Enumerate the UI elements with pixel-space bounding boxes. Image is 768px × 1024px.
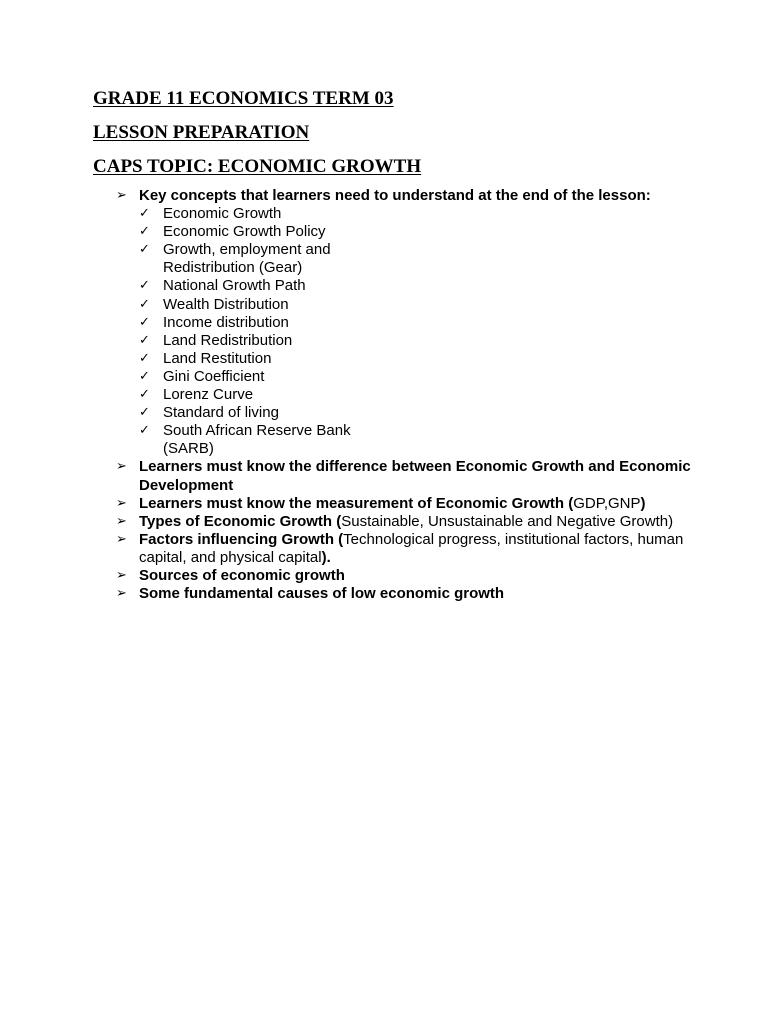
concept-item	[139, 332, 373, 350]
document-subtitle: LESSON PREPARATION	[93, 122, 310, 143]
causes-text: Some fundamental causes of low economic growth	[139, 585, 505, 603]
factors-detail: Technological progress, institutional factors, human capital, and physical capital	[139, 530, 684, 566]
types-detail: Sustainable, Unsustainable and Negative Growth)	[341, 512, 674, 530]
arrowhead-bullet-icon: ➢	[116, 495, 127, 511]
concept-item	[139, 314, 373, 332]
list-item-factors	[116, 531, 696, 567]
concept-item	[139, 241, 373, 277]
arrowhead-bullet-icon: ➢	[116, 586, 127, 602]
concept-label: Economic Growth	[163, 205, 282, 223]
checkmark-icon: ✓	[139, 314, 150, 330]
arrowhead-bullet-icon: ➢	[116, 531, 127, 547]
key-concepts-intro: Key concepts that learners need to understand at the end of the lesson:	[139, 187, 651, 204]
list-item-causes	[116, 585, 696, 603]
checkmark-icon: ✓	[139, 368, 150, 384]
checkmark-icon: ✓	[139, 350, 150, 366]
concept-label: Growth, employment and Redistribution (Gear)	[163, 241, 331, 277]
lesson-content	[116, 187, 696, 603]
list-item-measurement	[116, 495, 696, 513]
list-item-sources	[116, 567, 696, 585]
concept-label: Wealth Distribution	[163, 295, 289, 313]
types-text: Types of Economic Growth (	[139, 512, 342, 530]
concept-label: South African Reserve Bank (SARB)	[163, 422, 351, 458]
checkmark-icon: ✓	[139, 278, 150, 294]
checkmark-icon: ✓	[139, 206, 150, 222]
concept-item	[139, 404, 373, 422]
list-item-types	[116, 513, 696, 531]
factors-text: Factors influencing Growth (	[139, 530, 344, 548]
arrowhead-bullet-icon: ➢	[116, 513, 127, 529]
concept-item	[139, 277, 373, 295]
checkmark-icon: ✓	[139, 296, 150, 312]
factors-close: ).	[321, 548, 331, 566]
concept-label: National Growth Path	[163, 277, 306, 295]
concept-item	[139, 350, 373, 368]
concept-item	[139, 205, 373, 223]
concept-item	[139, 386, 373, 404]
concept-label: Land Restitution	[163, 349, 272, 367]
checkmark-icon: ✓	[139, 242, 150, 258]
concept-label: Standard of living	[163, 404, 279, 422]
main-bullet-list	[116, 187, 696, 603]
concept-item	[139, 223, 373, 241]
list-item-difference	[116, 458, 696, 494]
concept-label: Gini Coefficient	[163, 367, 265, 385]
checkmark-icon: ✓	[139, 224, 150, 240]
concept-item	[139, 296, 373, 314]
concept-item	[139, 368, 373, 386]
arrowhead-bullet-icon: ➢	[116, 567, 127, 583]
document-title: GRADE 11 ECONOMICS TERM 03	[93, 88, 394, 109]
concept-item	[139, 422, 373, 458]
concept-label: Income distribution	[163, 313, 289, 331]
list-item-key-concepts	[116, 187, 696, 458]
checkmark-icon: ✓	[139, 332, 150, 348]
measurement-close: )	[640, 494, 646, 512]
checkmark-icon: ✓	[139, 387, 150, 403]
arrowhead-bullet-icon: ➢	[116, 188, 127, 203]
measurement-detail: GDP,GNP	[573, 494, 641, 512]
sources-text: Sources of economic growth	[139, 566, 345, 584]
arrowhead-bullet-icon: ➢	[116, 459, 127, 475]
key-concepts-list	[139, 205, 696, 458]
difference-text: Learners must know the difference between Economic Growth and Economic Development	[139, 458, 691, 494]
topic-heading: CAPS TOPIC: ECONOMIC GROWTH	[93, 156, 422, 177]
concept-label: Economic Growth Policy	[163, 223, 326, 241]
checkmark-icon: ✓	[139, 405, 150, 421]
measurement-text: Learners must know the measurement of Economic Growth (	[139, 494, 574, 512]
concept-label: Land Redistribution	[163, 331, 293, 349]
checkmark-icon: ✓	[139, 423, 150, 439]
concept-label: Lorenz Curve	[163, 386, 254, 404]
